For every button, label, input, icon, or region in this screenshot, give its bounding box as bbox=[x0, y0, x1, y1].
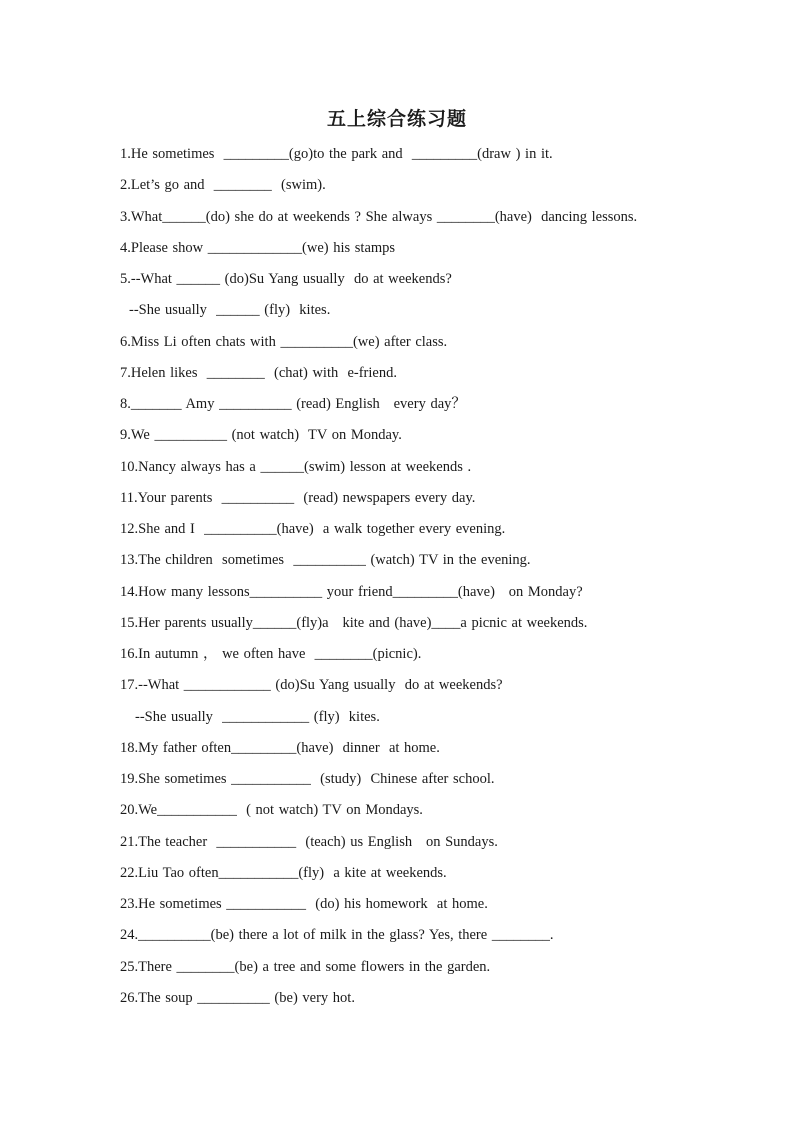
question-6: 6.Miss Li often chats with __________(we) after class. bbox=[120, 333, 448, 350]
question-23: 23.He sometimes ___________ (do) his homework at home. bbox=[120, 896, 488, 912]
question-3: 3.What______(do) she do at weekends ? She always ________(have) dancing lessons. bbox=[120, 208, 638, 225]
question-21: 21.The teacher ___________ (teach) us English on Sundays. bbox=[120, 833, 498, 850]
question-13: 13.The children sometimes __________ (watch) TV in the evening. bbox=[120, 552, 531, 569]
question-14: 14.How many lessons__________ your friend_________(have) on Monday? bbox=[120, 583, 583, 600]
question-8: 8._______ Amy __________ (read) English every day？ bbox=[120, 396, 466, 412]
question-17: 17.--What ____________ (do)Su Yang usually do at weekends? bbox=[120, 677, 503, 694]
question-19: 19.She sometimes ___________ (study) Chinese after school. bbox=[120, 771, 495, 787]
question-15: 15.Her parents usually______(fly)a kite and (have)____a picnic at weekends. bbox=[120, 614, 588, 631]
question-24: 24.__________(be) there a lot of milk in the glass? Yes, there ________. bbox=[120, 927, 554, 944]
question-7: 7.Helen likes ________ (chat) with e-friend. bbox=[120, 364, 397, 381]
question-5-answer: --She usually ______ (fly) kites. bbox=[129, 302, 331, 319]
page-title: 五上综合练习题 bbox=[326, 108, 467, 130]
question-list bbox=[120, 143, 780, 1018]
question-2: 2.Let’s go and ________ (swim). bbox=[120, 177, 326, 194]
question-18: 18.My father often_________(have) dinner at home. bbox=[120, 739, 440, 756]
question-16: 16.In autumn ， we often have ________(picnic). bbox=[120, 646, 422, 662]
question-25: 25.There ________(be) a tree and some flowers in the garden. bbox=[120, 958, 491, 975]
question-9: 9.We __________ (not watch) TV on Monday. bbox=[120, 427, 402, 444]
question-26: 26.The soup __________ (be) very hot. bbox=[120, 989, 355, 1006]
question-5: 5.--What ______ (do)Su Yang usually do at weekends? bbox=[120, 271, 452, 287]
question-11: 11.Your parents __________ (read) newspapers every day. bbox=[120, 489, 476, 506]
question-10: 10.Nancy always has a ______(swim) lesson at weekends . bbox=[120, 458, 472, 475]
question-20: 20.We___________ ( not watch) TV on Mondays. bbox=[120, 802, 423, 819]
question-17-answer: --She usually ____________ (fly) kites. bbox=[135, 708, 380, 725]
question-22: 22.Liu Tao often___________(fly) a kite at weekends. bbox=[120, 864, 447, 881]
question-1: 1.He sometimes _________(go)to the park and _________(draw ) in it. bbox=[120, 146, 553, 162]
question-12: 12.She and I __________(have) a walk together every evening. bbox=[120, 521, 506, 537]
question-4: 4.Please show _____________(we) his stamps bbox=[120, 239, 396, 256]
